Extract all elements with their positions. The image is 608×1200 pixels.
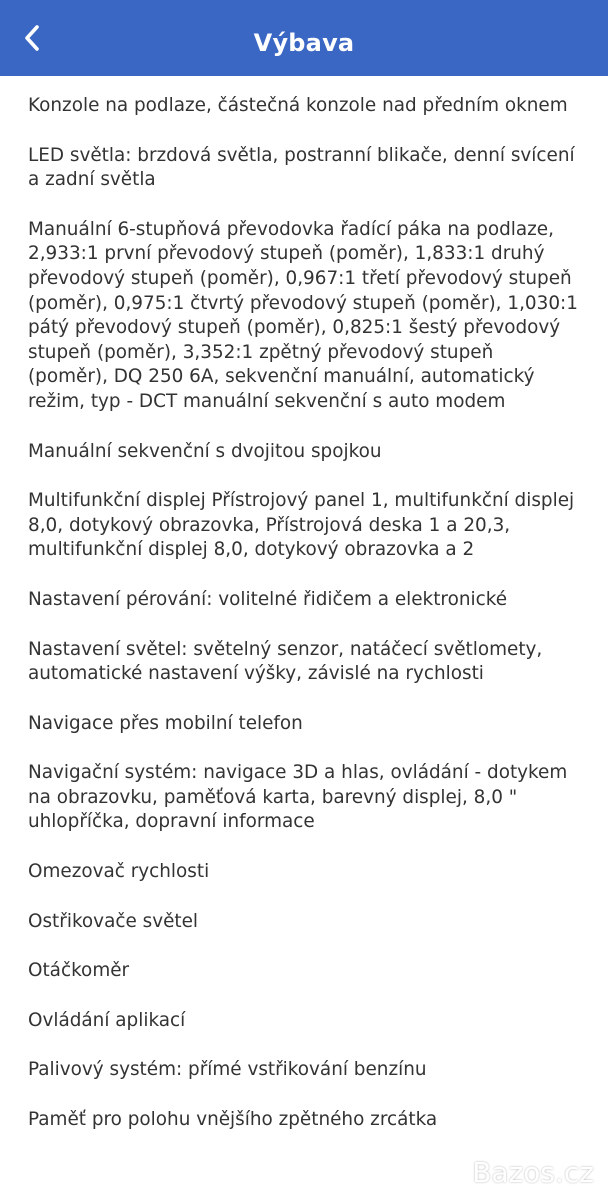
feature-list: [0, 76, 608, 1133]
feature-item: Navigační systém: navigace 3D a hlas, ovládání - dotykem na obrazovku, paměťová karta, barevný displej, 8,0 " uhlopříčka, dopravní informace: [28, 762, 568, 833]
feature-item: Nastavení světel: světelný senzor, natáčecí světlomety, automatické nastavení výšky, závislé na rychlosti: [28, 638, 543, 685]
feature-list-container[interactable]: [0, 76, 608, 1200]
feature-item: Palivový systém: přímé vstřikování benzínu: [28, 1059, 427, 1081]
bazos-logo-icon: [434, 1155, 468, 1189]
header-bar: [0, 0, 608, 76]
feature-item: LED světla: brzdová světla, postranní blikače, denní svícení a zadní světla: [28, 144, 575, 191]
page-title: Výbava: [253, 29, 355, 57]
feature-item: Otáčkoměr: [28, 960, 130, 982]
feature-item: Multifunkční displej Přístrojový panel 1, multifunkční displej 8,0, dotykový obrazovka, Přístrojová deska 1 a 20,3, multifunkční displej 8,0, dotykový obrazovka a 2: [28, 490, 575, 561]
feature-item: Manuální 6-stupňová převodovka řadící páka na podlaze, 2,933:1 první převodový stupeň (poměr), 1,833:1 druhý převodový stupeň (poměr), 0,967:1 třetí převodový stupeň (poměr), 0,975:1 čtvrtý převodový stupeň (poměr), 1,030:1 pátý převodový stupeň (poměr), 0,825:1 šestý převodový stupeň (poměr), 3,352:1 zpětný převodový stupeň (poměr), DQ 250 6A, sekvenční manuální, automatický režim, typ - DCT manuální sekvenční s auto modem: [28, 218, 578, 412]
feature-item: Ovládání aplikací: [28, 1009, 186, 1031]
feature-item: Paměť pro polohu vnějšího zpětného zrcátka: [28, 1109, 438, 1131]
feature-item: Omezovač rychlosti: [28, 861, 210, 883]
watermark-text: Bazos.cz: [472, 1155, 594, 1189]
feature-item: Konzole na podlaze, částečná konzole nad předním oknem: [28, 95, 568, 116]
feature-item: Manuální sekvenční s dvojitou spojkou: [28, 440, 382, 462]
chevron-left-icon: [22, 23, 42, 53]
feature-item: Ostřikovače světel: [28, 910, 199, 932]
watermark: [434, 1152, 594, 1192]
feature-item: Nastavení pérování: volitelné řidičem a elektronické: [28, 588, 508, 610]
feature-item: Navigace přes mobilní telefon: [28, 712, 303, 734]
back-button[interactable]: [0, 0, 64, 76]
